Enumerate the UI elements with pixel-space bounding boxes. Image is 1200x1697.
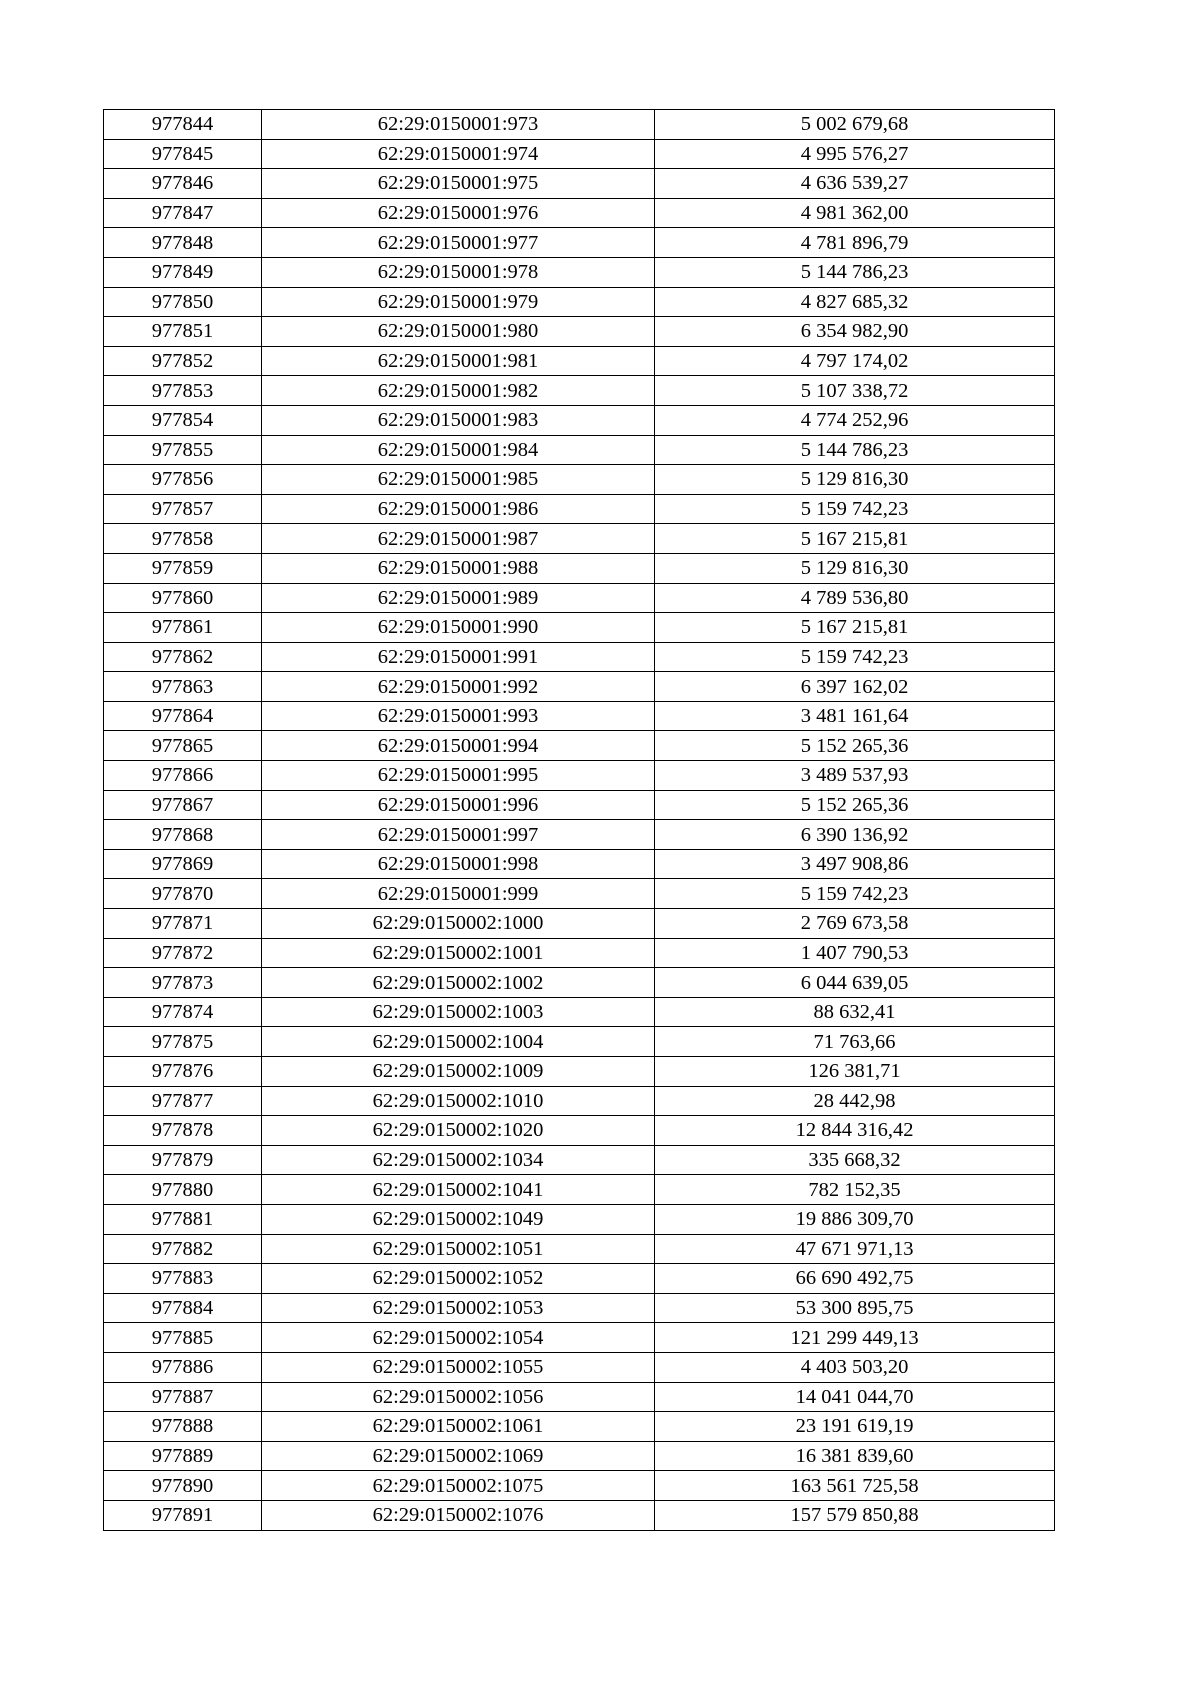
table-row <box>104 287 1055 317</box>
cadastral-number-cell: 62:29:0150002:1075 <box>262 1471 655 1501</box>
cadastral-number-cell: 62:29:0150001:997 <box>262 820 655 850</box>
cadastral-value-cell: 88 632,41 <box>655 997 1055 1027</box>
table-row <box>104 1175 1055 1205</box>
row-number-cell: 977881 <box>104 1204 262 1234</box>
table-row <box>104 1234 1055 1264</box>
table-row <box>104 1204 1055 1234</box>
cadastral-number-cell: 62:29:0150001:985 <box>262 465 655 495</box>
cadastral-value-cell: 53 300 895,75 <box>655 1293 1055 1323</box>
cadastral-value-table <box>103 109 1055 1531</box>
cadastral-number-cell: 62:29:0150001:974 <box>262 139 655 169</box>
table-row <box>104 139 1055 169</box>
table-row <box>104 613 1055 643</box>
row-number-cell: 977869 <box>104 849 262 879</box>
table-row <box>104 1471 1055 1501</box>
row-number-cell: 977873 <box>104 968 262 998</box>
cadastral-number-cell: 62:29:0150001:982 <box>262 376 655 406</box>
cadastral-number-cell: 62:29:0150002:1053 <box>262 1293 655 1323</box>
cadastral-value-cell: 157 579 850,88 <box>655 1500 1055 1530</box>
table-row <box>104 376 1055 406</box>
cadastral-number-cell: 62:29:0150001:993 <box>262 701 655 731</box>
cadastral-value-cell: 4 981 362,00 <box>655 198 1055 228</box>
cadastral-number-cell: 62:29:0150001:983 <box>262 405 655 435</box>
cadastral-number-cell: 62:29:0150001:978 <box>262 257 655 287</box>
row-number-cell: 977856 <box>104 465 262 495</box>
cadastral-value-cell: 16 381 839,60 <box>655 1441 1055 1471</box>
cadastral-number-cell: 62:29:0150002:1003 <box>262 997 655 1027</box>
cadastral-number-cell: 62:29:0150002:1051 <box>262 1234 655 1264</box>
cadastral-value-cell: 6 397 162,02 <box>655 672 1055 702</box>
table-row <box>104 405 1055 435</box>
row-number-cell: 977867 <box>104 790 262 820</box>
table-row <box>104 1264 1055 1294</box>
cadastral-number-cell: 62:29:0150001:994 <box>262 731 655 761</box>
table-row <box>104 1441 1055 1471</box>
table-row <box>104 1116 1055 1146</box>
row-number-cell: 977871 <box>104 909 262 939</box>
row-number-cell: 977854 <box>104 405 262 435</box>
table-row <box>104 672 1055 702</box>
table-row <box>104 346 1055 376</box>
cadastral-number-cell: 62:29:0150001:984 <box>262 435 655 465</box>
cadastral-number-cell: 62:29:0150001:998 <box>262 849 655 879</box>
table-body <box>104 110 1055 1531</box>
cadastral-number-cell: 62:29:0150002:1020 <box>262 1116 655 1146</box>
cadastral-value-cell: 5 144 786,23 <box>655 435 1055 465</box>
row-number-cell: 977884 <box>104 1293 262 1323</box>
cadastral-value-cell: 23 191 619,19 <box>655 1412 1055 1442</box>
cadastral-value-cell: 5 129 816,30 <box>655 465 1055 495</box>
cadastral-value-cell: 335 668,32 <box>655 1145 1055 1175</box>
row-number-cell: 977862 <box>104 642 262 672</box>
cadastral-number-cell: 62:29:0150001:992 <box>262 672 655 702</box>
row-number-cell: 977866 <box>104 761 262 791</box>
cadastral-value-cell: 5 152 265,36 <box>655 731 1055 761</box>
cadastral-number-cell: 62:29:0150002:1041 <box>262 1175 655 1205</box>
row-number-cell: 977860 <box>104 583 262 613</box>
table-row <box>104 110 1055 140</box>
cadastral-value-cell: 782 152,35 <box>655 1175 1055 1205</box>
cadastral-number-cell: 62:29:0150001:999 <box>262 879 655 909</box>
row-number-cell: 977870 <box>104 879 262 909</box>
cadastral-number-cell: 62:29:0150002:1055 <box>262 1352 655 1382</box>
row-number-cell: 977882 <box>104 1234 262 1264</box>
table-row <box>104 1086 1055 1116</box>
table-row <box>104 228 1055 258</box>
row-number-cell: 977858 <box>104 524 262 554</box>
table-row <box>104 849 1055 879</box>
cadastral-value-cell: 5 152 265,36 <box>655 790 1055 820</box>
cadastral-value-cell: 19 886 309,70 <box>655 1204 1055 1234</box>
table-row <box>104 583 1055 613</box>
row-number-cell: 977886 <box>104 1352 262 1382</box>
cadastral-value-cell: 4 403 503,20 <box>655 1352 1055 1382</box>
table-row <box>104 1027 1055 1057</box>
row-number-cell: 977872 <box>104 938 262 968</box>
row-number-cell: 977853 <box>104 376 262 406</box>
cadastral-number-cell: 62:29:0150001:980 <box>262 317 655 347</box>
cadastral-value-cell: 3 497 908,86 <box>655 849 1055 879</box>
cadastral-number-cell: 62:29:0150002:1004 <box>262 1027 655 1057</box>
row-number-cell: 977850 <box>104 287 262 317</box>
row-number-cell: 977861 <box>104 613 262 643</box>
row-number-cell: 977855 <box>104 435 262 465</box>
table-row <box>104 494 1055 524</box>
table-row <box>104 761 1055 791</box>
row-number-cell: 977865 <box>104 731 262 761</box>
cadastral-value-cell: 3 489 537,93 <box>655 761 1055 791</box>
cadastral-value-cell: 3 481 161,64 <box>655 701 1055 731</box>
cadastral-value-cell: 5 159 742,23 <box>655 879 1055 909</box>
row-number-cell: 977851 <box>104 317 262 347</box>
row-number-cell: 977863 <box>104 672 262 702</box>
cadastral-value-cell: 5 107 338,72 <box>655 376 1055 406</box>
cadastral-number-cell: 62:29:0150001:981 <box>262 346 655 376</box>
cadastral-value-cell: 5 002 679,68 <box>655 110 1055 140</box>
cadastral-value-cell: 6 390 136,92 <box>655 820 1055 850</box>
cadastral-number-cell: 62:29:0150001:986 <box>262 494 655 524</box>
table-row <box>104 701 1055 731</box>
row-number-cell: 977848 <box>104 228 262 258</box>
cadastral-value-cell: 66 690 492,75 <box>655 1264 1055 1294</box>
row-number-cell: 977845 <box>104 139 262 169</box>
cadastral-number-cell: 62:29:0150001:988 <box>262 553 655 583</box>
cadastral-value-cell: 4 781 896,79 <box>655 228 1055 258</box>
cadastral-number-cell: 62:29:0150001:979 <box>262 287 655 317</box>
table-row <box>104 198 1055 228</box>
cadastral-number-cell: 62:29:0150001:989 <box>262 583 655 613</box>
cadastral-number-cell: 62:29:0150002:1054 <box>262 1323 655 1353</box>
cadastral-number-cell: 62:29:0150002:1034 <box>262 1145 655 1175</box>
row-number-cell: 977883 <box>104 1264 262 1294</box>
table-row <box>104 1412 1055 1442</box>
cadastral-number-cell: 62:29:0150002:1061 <box>262 1412 655 1442</box>
cadastral-number-cell: 62:29:0150002:1001 <box>262 938 655 968</box>
cadastral-number-cell: 62:29:0150001:975 <box>262 169 655 199</box>
cadastral-value-cell: 6 354 982,90 <box>655 317 1055 347</box>
table-row <box>104 1382 1055 1412</box>
cadastral-value-cell: 2 769 673,58 <box>655 909 1055 939</box>
cadastral-value-cell: 163 561 725,58 <box>655 1471 1055 1501</box>
row-number-cell: 977876 <box>104 1057 262 1087</box>
table-row <box>104 1500 1055 1530</box>
cadastral-value-cell: 4 797 174,02 <box>655 346 1055 376</box>
cadastral-value-cell: 12 844 316,42 <box>655 1116 1055 1146</box>
cadastral-number-cell: 62:29:0150002:1000 <box>262 909 655 939</box>
cadastral-value-cell: 5 167 215,81 <box>655 613 1055 643</box>
row-number-cell: 977877 <box>104 1086 262 1116</box>
cadastral-number-cell: 62:29:0150002:1049 <box>262 1204 655 1234</box>
cadastral-value-cell: 71 763,66 <box>655 1027 1055 1057</box>
row-number-cell: 977879 <box>104 1145 262 1175</box>
row-number-cell: 977878 <box>104 1116 262 1146</box>
table-row <box>104 553 1055 583</box>
row-number-cell: 977857 <box>104 494 262 524</box>
cadastral-value-cell: 126 381,71 <box>655 1057 1055 1087</box>
cadastral-number-cell: 62:29:0150002:1056 <box>262 1382 655 1412</box>
row-number-cell: 977847 <box>104 198 262 228</box>
table-row <box>104 1323 1055 1353</box>
row-number-cell: 977846 <box>104 169 262 199</box>
row-number-cell: 977890 <box>104 1471 262 1501</box>
table-row <box>104 465 1055 495</box>
cadastral-value-cell: 4 774 252,96 <box>655 405 1055 435</box>
row-number-cell: 977875 <box>104 1027 262 1057</box>
cadastral-number-cell: 62:29:0150002:1052 <box>262 1264 655 1294</box>
row-number-cell: 977874 <box>104 997 262 1027</box>
table-row <box>104 790 1055 820</box>
row-number-cell: 977868 <box>104 820 262 850</box>
cadastral-number-cell: 62:29:0150001:990 <box>262 613 655 643</box>
table-row <box>104 731 1055 761</box>
table-row <box>104 257 1055 287</box>
cadastral-number-cell: 62:29:0150001:987 <box>262 524 655 554</box>
table-row <box>104 968 1055 998</box>
cadastral-value-cell: 5 129 816,30 <box>655 553 1055 583</box>
table-row <box>104 317 1055 347</box>
cadastral-number-cell: 62:29:0150001:995 <box>262 761 655 791</box>
row-number-cell: 977859 <box>104 553 262 583</box>
cadastral-number-cell: 62:29:0150002:1009 <box>262 1057 655 1087</box>
row-number-cell: 977844 <box>104 110 262 140</box>
cadastral-number-cell: 62:29:0150001:977 <box>262 228 655 258</box>
cadastral-value-cell: 6 044 639,05 <box>655 968 1055 998</box>
table-row <box>104 1352 1055 1382</box>
row-number-cell: 977885 <box>104 1323 262 1353</box>
row-number-cell: 977891 <box>104 1500 262 1530</box>
table-row <box>104 435 1055 465</box>
table-row <box>104 1293 1055 1323</box>
row-number-cell: 977889 <box>104 1441 262 1471</box>
cadastral-number-cell: 62:29:0150002:1069 <box>262 1441 655 1471</box>
table-row <box>104 820 1055 850</box>
table-row <box>104 909 1055 939</box>
cadastral-value-cell: 5 144 786,23 <box>655 257 1055 287</box>
cadastral-value-cell: 14 041 044,70 <box>655 1382 1055 1412</box>
cadastral-number-cell: 62:29:0150002:1002 <box>262 968 655 998</box>
table-row <box>104 879 1055 909</box>
table-row <box>104 524 1055 554</box>
cadastral-value-cell: 5 159 742,23 <box>655 642 1055 672</box>
cadastral-value-cell: 4 789 536,80 <box>655 583 1055 613</box>
cadastral-value-cell: 47 671 971,13 <box>655 1234 1055 1264</box>
cadastral-number-cell: 62:29:0150001:976 <box>262 198 655 228</box>
cadastral-value-cell: 4 995 576,27 <box>655 139 1055 169</box>
cadastral-value-cell: 4 827 685,32 <box>655 287 1055 317</box>
cadastral-number-cell: 62:29:0150002:1076 <box>262 1500 655 1530</box>
row-number-cell: 977852 <box>104 346 262 376</box>
cadastral-value-cell: 5 167 215,81 <box>655 524 1055 554</box>
table-row <box>104 642 1055 672</box>
table-row <box>104 169 1055 199</box>
cadastral-number-cell: 62:29:0150001:996 <box>262 790 655 820</box>
row-number-cell: 977849 <box>104 257 262 287</box>
cadastral-value-cell: 4 636 539,27 <box>655 169 1055 199</box>
table-row <box>104 1057 1055 1087</box>
row-number-cell: 977888 <box>104 1412 262 1442</box>
cadastral-value-cell: 121 299 449,13 <box>655 1323 1055 1353</box>
cadastral-value-cell: 1 407 790,53 <box>655 938 1055 968</box>
cadastral-value-cell: 5 159 742,23 <box>655 494 1055 524</box>
cadastral-number-cell: 62:29:0150001:991 <box>262 642 655 672</box>
row-number-cell: 977887 <box>104 1382 262 1412</box>
table-row <box>104 997 1055 1027</box>
row-number-cell: 977864 <box>104 701 262 731</box>
table-row <box>104 938 1055 968</box>
cadastral-number-cell: 62:29:0150002:1010 <box>262 1086 655 1116</box>
row-number-cell: 977880 <box>104 1175 262 1205</box>
cadastral-value-cell: 28 442,98 <box>655 1086 1055 1116</box>
table-row <box>104 1145 1055 1175</box>
cadastral-number-cell: 62:29:0150001:973 <box>262 110 655 140</box>
